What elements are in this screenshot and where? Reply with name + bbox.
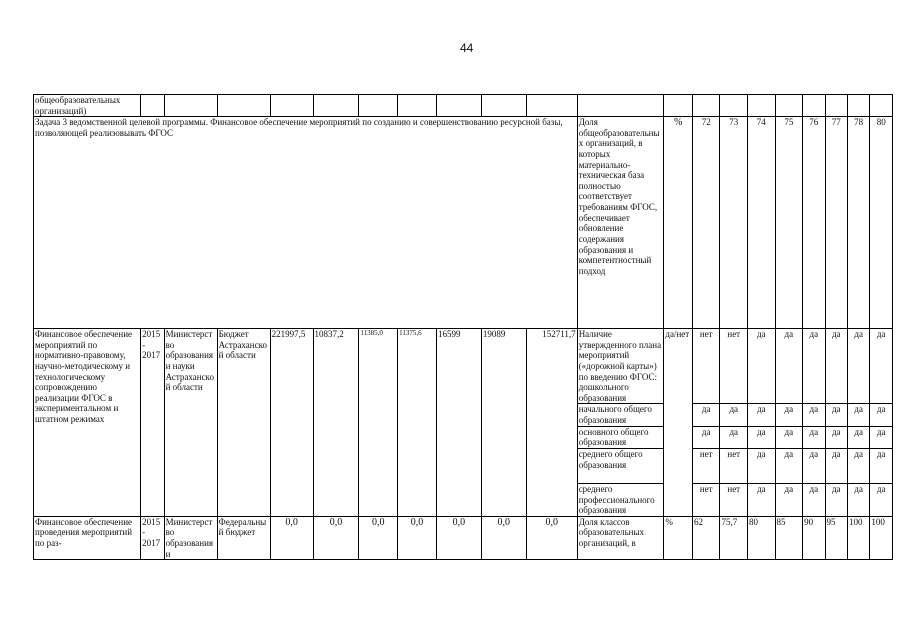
indicator-value: да [847,404,869,426]
indicator-value: да [775,483,803,516]
indicator-value: да [803,483,825,516]
row-task-3 [34,117,893,329]
indicator-value: нет [692,329,720,404]
indicator-value: да [720,426,748,448]
indicator-value: да [775,448,803,483]
indicator-value: да [803,329,825,404]
indicator-value: да [748,329,776,404]
measure-2-amount: 0,0 [313,516,359,559]
measure-2-period: 2015 - 2017 [141,516,164,559]
indicator-label: основного общего образования [577,426,664,448]
measure-2-source: Федеральный бюджет [217,516,270,559]
measure-2-executor: Министерство образования и [164,516,217,559]
measure-1-name: Финансовое обеспечение мероприятий по нормативно-правовому, научно-методическому и технологическому сопровождению реализации ФГОС в экспериментальном и штатном режимах [34,329,141,517]
indicator-value: да [870,404,893,426]
task-3-value: 80 [870,117,893,329]
measure-1-amount: 16599 [436,329,481,517]
measure-2-amount: 0,0 [398,516,437,559]
indicator-value: да [825,483,847,516]
indicator-value: да [825,426,847,448]
indicator-value: да [870,448,893,483]
indicator-value: да [847,483,869,516]
indicator-value: да [720,404,748,426]
indicator-label: начального общего образования [577,404,664,426]
task-3-value: 77 [825,117,847,329]
measure-2-value: 62 [692,516,720,559]
indicator-value: да [825,329,847,404]
indicator-value: нет [692,448,720,483]
measure-1-amount: 11385,0 [359,329,398,517]
org-text-cell: общеобразовательных организаций) [34,95,141,117]
indicator-value: да [748,448,776,483]
measure-2-value: 95 [825,516,847,559]
task-3-value: 78 [847,117,869,329]
measure-1-amount: 11375,6 [398,329,437,517]
measure-2-value: 85 [775,516,803,559]
measure-2-value: 75,7 [720,516,748,559]
indicator-value: да [775,426,803,448]
measure-1-period: 2015 - 2017 [141,329,164,517]
indicator-label: среднего профессионального образования [577,483,664,516]
measure-1-amount: 10837,2 [313,329,359,517]
indicator-value: да [748,483,776,516]
indicator-value: нет [720,329,748,404]
indicator-value: да [825,404,847,426]
measure-1-amount: 152711,7 [526,329,577,517]
indicator-value: да [748,404,776,426]
measure-1-amount: 19089 [481,329,526,517]
indicator-value: да [692,404,720,426]
task-3-unit: % [664,117,693,329]
indicator-value: нет [720,483,748,516]
indicator-value: да [803,426,825,448]
indicator-value: да [775,329,803,404]
indicator-value: да [847,329,869,404]
indicator-value: да [847,448,869,483]
task-3-value: 76 [803,117,825,329]
measure-2-amount: 0,0 [481,516,526,559]
indicator-label: Наличие утвержденного плана мероприятий («дорожной карты») по введению ФГОС: дошкольного образования [577,329,664,404]
measure-2-amount: 0,0 [436,516,481,559]
measure-2-value: 100 [847,516,869,559]
measure-2-amount: 0,0 [526,516,577,559]
measure-2-value: 90 [803,516,825,559]
measure-2-name: Финансовое обеспечение проведения мероприятий по раз- [34,516,141,559]
measure-1-source: Бюджет Астраханской области [217,329,270,517]
row-measure-1 [34,329,893,404]
row-measure-2 [34,516,893,559]
measure-2-value: 100 [870,516,893,559]
task-3-title: Задача 3 ведомственной целевой программы. Финансовое обеспечение мероприятий по созданию и совершенствованию ресурсной базы, позволяющей реализовывать ФГОС [34,117,578,329]
indicator-value: да [870,426,893,448]
indicator-value: да [847,426,869,448]
measure-2-amount: 0,0 [359,516,398,559]
indicator-value: да [870,483,893,516]
measure-2-value: 80 [748,516,776,559]
indicator-value: да [803,404,825,426]
indicator-value: да [692,426,720,448]
measure-1-unit: да/нет [664,329,693,517]
measure-1-amount: 221997,5 [270,329,313,517]
measure-2-unit: % [664,516,693,559]
task-3-value: 75 [775,117,803,329]
task-3-value: 74 [748,117,776,329]
indicator-label: среднего общего образования [577,448,664,483]
row-continuation [34,95,893,117]
measure-2-indicator: Доля классов образовательных организаций, в [577,516,664,559]
indicator-value: нет [692,483,720,516]
indicator-value: да [775,404,803,426]
indicator-value: нет [720,448,748,483]
task-3-value: 73 [720,117,748,329]
indicator-value: да [748,426,776,448]
page-number: 44 [460,41,474,55]
indicator-value: да [825,448,847,483]
indicator-value: да [803,448,825,483]
task-3-value: 72 [692,117,720,329]
program-table [33,94,893,560]
measure-2-amount: 0,0 [270,516,313,559]
indicator-value: да [870,329,893,404]
task-3-indicator: Доля общеобразовательных организаций, в которых материально-техническая база полностью соответствует требованиям ФГОС, обеспечивает обновление содержания образования и компетентностный подход [577,117,664,329]
measure-1-executor: Министерство образования и науки Астраханской области [164,329,217,517]
